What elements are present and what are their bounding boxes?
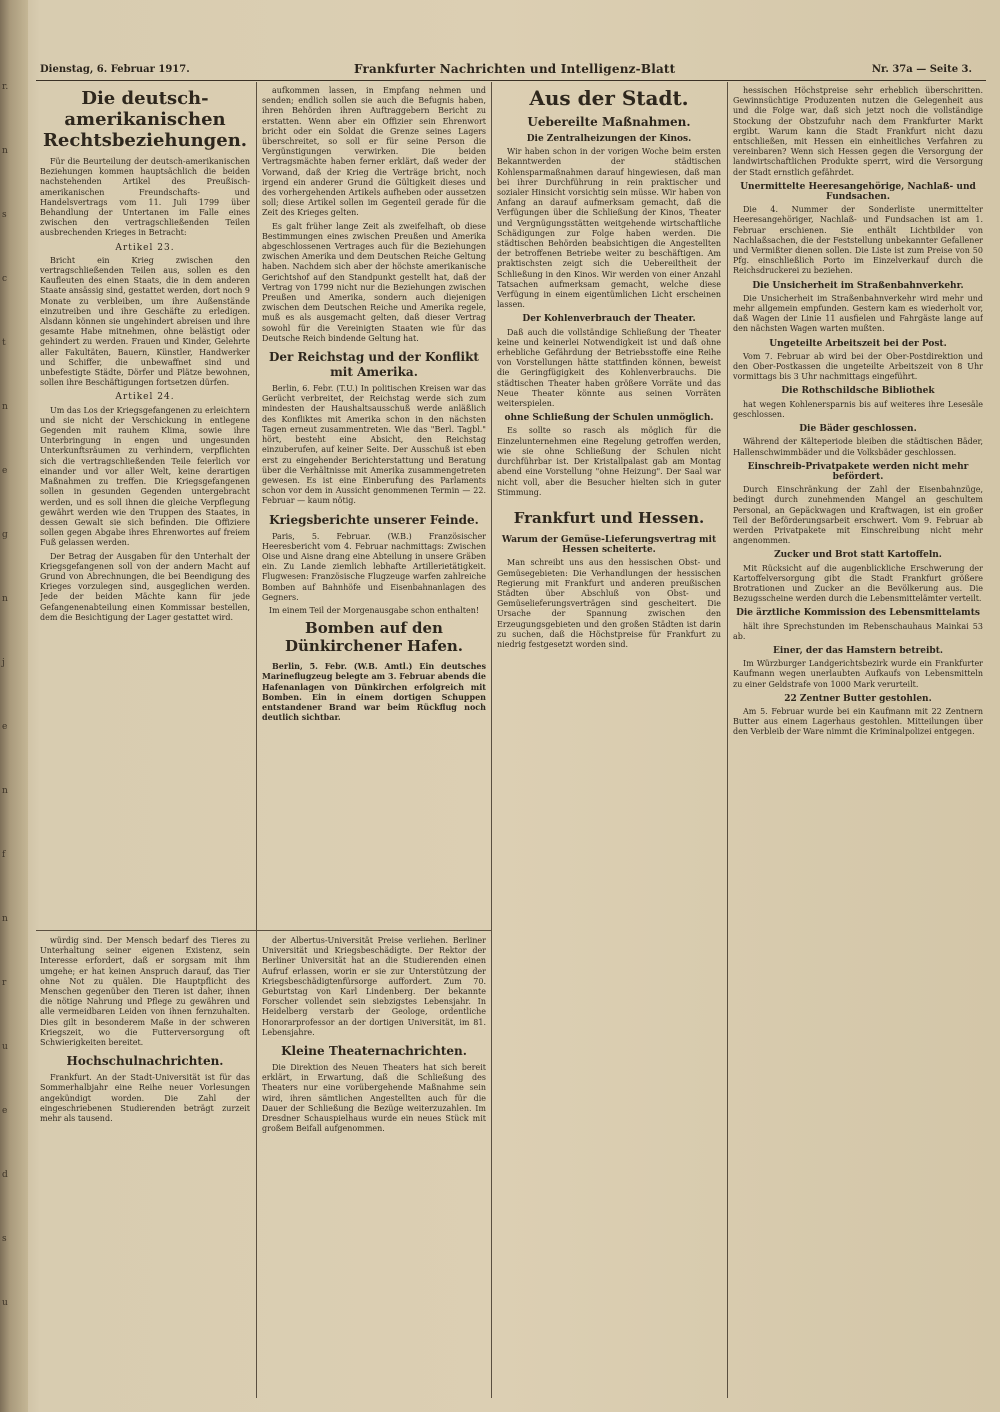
article-subheading: Unermittelte Heeresangehörige, Nachlaß- und Fundsachen. [740,181,976,203]
article-paragraph: Vom 7. Februar ab wird bei der Ober-Postdirektion und den Ober-Postkassen die ungeteilte Arbeitszeit von 8 Uhr vormittags bis 3 Uhr nachmittags eingeführt. [733,351,983,382]
section-rule [36,930,491,931]
header-paper-title: Frankfurter Nachrichten und Intelligenz-Blatt [354,62,676,76]
column-3 [497,86,721,1396]
article-subheading: ohne Schließung der Schulen unmöglich. [504,413,714,424]
article-paragraph: Paris, 5. Februar. (W.B.) Französischer Heeresbericht vom 4. Februar nachmittags: Zwischen Oise und Aisne drang eine Abteilung in unsere Gräben ein. Zu Lande ziemlich lebhafte Artillerietätigkeit. Flugwesen: Französische Flugzeuge warfen zahlreiche Bomben auf Bahnhöfe und Eisenbahnanlagen des Gegners. [262,531,486,602]
edge-letter: r. [2,82,9,92]
article-subheading: Einschreib-Privatpakete werden nicht mehr befördert. [747,461,969,482]
edge-letter: s [2,1234,7,1244]
edge-letter: d [2,1170,8,1180]
article-subheading: Die Bäder geschlossen. [799,424,917,435]
article-paragraph: Die Direktion des Neuen Theaters hat sich bereit erklärt, in Erwartung, daß die Schließung des Theaters nur eine vorübergehende Maßnahme sein wird, ihren sämtlichen Angestellten auch für die Dauer der Schließung die Bezüge weiterzuzahlen. Im Dresdner Schauspielhaus wurde ein neues Stück mit großem Beifall aufgenommen. [262,1063,486,1134]
article-paragraph: würdig sind. Der Mensch bedarf des Tieres zu Unterhaltung seiner eigenen Existenz, sein Interesse erfordert, daß er sorgsam mit ihm umgehe; er hat keinen Anspruch darauf, das Tier ohne Not zu quälen. Die Hauptpflicht des Menschen gegenüber den Tieren ist daher, ihnen die nötige Nahrung und Pflege zu gewähren und alle vermeidbaren Leiden von ihnen fernzuhalten. Dies gilt in besonderem Maße in der schweren Kriegszeit, wo die Futterversorgung oft Schwierigkeiten bereitet. [40,936,250,1048]
article-paragraph: hat wegen Kohlenersparnis bis auf weiteres ihre Lesesäle geschlossen. [733,399,983,419]
edition-note: Im einem Teil der Morgenausgabe schon enthalten! [268,605,480,615]
section-headline: Hochschulnachrichten. [66,1054,224,1069]
edge-letter: r [2,978,7,988]
section-headline: Frankfurt und Hessen. [513,508,705,527]
edge-letter: e [2,722,8,732]
article-paragraph: Wir haben schon in der vorigen Woche beim ersten Bekanntwerden der städtischen Kohlensparmaßnahmen darauf hingewiesen, daß man bei ihrer Durchführung in rein praktischer und sozialer Hinsicht vorsichtig sein müsse. Wir haben von Anfang an darauf aufmerksam gemacht, daß die Verfügungen über die Schließung der Kinos, Theater und Vergnügungsstätten weitgehende wirtschaftliche Schädigungen zur Folge haben werden. Die städtischen Behörden beabsichtigen die Angestellten der betroffenen Betriebe weiter zu beschäftigen. Am praktischsten zeigt sich die Uebereiltheit der Schließung in den Kinos. Wir werden von einer Anzahl Tatsachen aufmerksam gemacht, welche diese Verfügung in einem eigentümlichen Licht erscheinen lassen. [497,147,721,310]
edge-letter: s [2,210,7,220]
article-subheading: Der Kohlenverbrauch der Theater. [522,314,696,325]
edge-letter: n [2,594,8,604]
article-paragraph: Die 4. Nummer der Sonderliste unermittelter Heeresangehöriger, Nachlaß- und Fundsachen ist am 1. Februar erschienen. Sie enthält Lichtbilder von Nachlaßsachen, die der Feststellung unbekannter Gefallener und Vermißter dienen sollen. Die Liste ist zum Preise von 50 Pfg. einschließlich Porto im Einzelverkauf durch die Reichsdruckerei zu beziehen. [733,205,983,276]
article-subheading: Die ärztliche Kommission des Lebensmittelamts [736,608,980,619]
article-paragraph: Der Betrag der Ausgaben für den Unterhalt der Kriegsgefangenen soll von der andern Macht auf Grund von Abrechnungen, die bei Beendigung des Krieges vorzulegen sind, ausgeglichen werden. Jede der beiden Mächte kann für jede Gefangenenabteilung einen Kommissar bestellen, dem die Besichtigung der Lager gestattet wird. [40,551,250,622]
article-paragraph: Daß auch die vollständige Schließung der Theater keine und keinerlei Notwendigkeit ist und daß ohne erhebliche Gefährdung der Betriebsstoffe eine Reihe von Vorstellungen hätte stattfinden können, beweist die Geringfügigkeit des Kohlenverbrauchs. Die städtischen Theater haben größere Vorräte und das Neue Theater könnte aus seinen Vorräten weiterspielen. [497,327,721,409]
header-issue-number: Nr. 37a — Seite 3. [871,64,972,75]
edge-letter: n [2,402,8,412]
edge-letter: n [2,146,8,156]
article-headline: Der Reichstag und der Konflikt mit Amerika. [269,350,479,380]
article-subheading: Zucker und Brot statt Kartoffeln. [774,550,942,561]
article-headline: Die deutsch-amerikanischen Rechtsbeziehungen. [42,88,248,151]
article-paragraph: Mit Rücksicht auf die augenblickliche Erschwerung der Kartoffelversorgung gibt die Stadt Frankfurt größere Brotrationen und Zucker an die Bevölkerung aus. Die Bezugsscheine werden durch die Lebensmittelämter verteilt. [733,563,983,604]
edge-letter: t [2,338,6,348]
article-paragraph: Am 5. Februar wurde bei ein Kaufmann mit 22 Zentnern Butter aus einem Lagerhaus gestohlen. Mitteilungen über den Verbleib der Ware nimmt die Kriminalpolizei entgegen. [733,706,983,737]
column-rule [491,82,492,1398]
edge-letter: f [2,850,6,860]
section-headline: Aus der Stadt. [529,86,689,110]
article-subheading: Ungeteilte Arbeitszeit bei der Post. [769,338,947,349]
article-subheading: Einer, der das Hamstern betreibt. [773,645,943,656]
column-rule [256,82,257,1398]
edge-letter: n [2,914,8,924]
edge-letter: c [2,274,8,284]
article-paragraph: Während der Kälteperiode bleiben die städtischen Bäder, Hallenschwimmbäder und die Volksbäder geschlossen. [733,437,983,457]
article-subheading: Warum der Gemüse-Lieferungsvertrag mit Hessen scheiterte. [501,534,717,556]
previous-page-edge [0,80,26,1400]
column-rule [727,82,728,1398]
article-paragraph: Im Würzburger Landgerichtsbezirk wurde ein Frankfurter Kaufmann wegen unerlaubten Aufkaufs von Lebensmitteln zu einer Geldstrafe von 1000 Mark verurteilt. [733,659,983,689]
article-paragraph: Berlin, 5. Febr. (W.B. Amtl.) Ein deutsches Marineflugzeug belegte am 3. Februar abends die Hafenanlagen von Dünkirchen erfolgreich mit Bomben. Ein in einem dortigen Schuppen entstandener Brand war beim Rückflug noch deutlich sichtbar. [262,661,486,723]
header-date: Dienstag, 6. Februar 1917. [40,64,190,75]
article-subheading: Artikel 23. [115,242,175,253]
edge-letter: e [2,466,8,476]
article-subheading: Artikel 24. [115,392,175,403]
page-header [36,60,986,82]
column-2-lower [262,936,486,1396]
article-headline: Kriegsberichte unserer Feinde. [269,512,479,527]
article-paragraph: aufkommen lassen, in Empfang nehmen und senden; endlich sollen sie auch die Befugnis haben, ihren Behörden ihren Auftraggebern Bericht zu erstatten. Wenn aber ein Offizier sein Ehrenwort bricht oder ein Soldat die Grenze seines Lagers überschreitet, so soll er für seine Person die Vergünstigungen verwirken. Die beiden Vertragsmächte haben ferner erklärt, daß weder der Vorwand, daß der Krieg die Verträge bricht, noch irgend ein anderer Grund die Gültigkeit dieses und des vorhergehenden Artikels aufheben oder aussetzen soll; diese Artikel sollen im Gegenteil gerade für die Zeit des Krieges gelten. [262,86,486,218]
article-paragraph: Es sollte so rasch als möglich für die Einzelunternehmen eine Regelung getroffen werden, wie sie ohne Schließung der Schulen nicht durchführbar ist. Der Kristallpalast gab am Montag abend eine Vorstellung "ohne Heizung". Der Saal war nicht voll, aber die Besucher hielten sich in guter Stimmung. [497,426,721,497]
article-paragraph: Bricht ein Krieg zwischen den vertragschließenden Teilen aus, sollen es den Kaufleuten des einen Staats, die in dem anderen Staate ansässig sind, gestattet werden, dort noch 9 Monate zu verbleiben, um ihre Außenstände einzutreiben und ihre Geschäfte zu erledigen. Alsdann können sie ungehindert abreisen und ihre gesamte Habe mitnehmen, ohne belästigt oder gehindert zu werden. Frauen und Kinder, Gelehrte aller Fakultäten, Bauern, Künstler, Handwerker und Schiffer, die unbewaffnet sind und unbefestigte Städte, Dörfer und Plätze bewohnen, sollen ihre Beschäftigungen fortsetzen dürfen. [40,255,250,388]
article-paragraph: Die Unsicherheit im Straßenbahnverkehr wird mehr und mehr allgemein empfunden. Gestern kam es wiederholt vor, daß Wagen der Linie 11 ausfielen und Fahrgäste lange auf den nächsten Wagen warten mußten. [733,293,983,334]
edge-letter: u [2,1042,8,1052]
article-paragraph: Frankfurt. An der Stadt-Universität ist für das Sommerhalbjahr eine Reihe neuer Vorlesungen angekündigt worden. Die Zahl der eingeschriebenen Studierenden beträgt zurzeit mehr als tausend. [40,1073,250,1124]
article-subheading: Die Unsicherheit im Straßenbahnverkehr. [752,280,964,291]
article-subheading: Die Zentralheizungen der Kinos. [526,134,692,144]
column-2 [262,86,486,926]
article-paragraph: Um das Los der Kriegsgefangenen zu erleichtern und sie nicht der Verschickung in entlegene Gegenden mit rauhem Klima, sowie ihre Unterbringung in engen und ungesunden Unterkunftsräumen zu verhindern, verpflichten sich die vertragschließenden Teile feierlich vor einander und vor aller Welt, keine derartigen Maßnahmen zu treffen. Die Kriegsgefangenen sollen in gesunden Gegenden untergebracht werden, und es soll ihnen die gleiche Verpflegung gewährt werden wie den Truppen des Staates, in dessen Gewalt sie sich befinden. Die Offiziere sollen gegen Abgabe ihres Ehrenwortes auf freiem Fuß gelassen werden. [40,405,250,548]
column-4 [733,86,983,1396]
article-paragraph: Für die Beurteilung der deutsch-amerikanischen Beziehungen kommen hauptsächlich die beiden nachstehenden Artikel des Preußisch-amerikanischen Freundschafts- und Handelsvertrags vom 11. Juli 1799 über Behandlung der Untertanen im Falle eines zwischen den vertragschließenden Teilen ausbrechenden Krieges in Betracht: [40,157,250,238]
article-paragraph: Berlin, 6. Febr. (T.U.) In politischen Kreisen war das Gerücht verbreitet, der Reichstag werde sich zum mindesten der Haushaltsausschuß werde anläßlich des Konfliktes mit Amerika schon in den nächsten Tagen erneut zusammentreten. Wie das "Berl. Tagbl." hört, besteht eine Absicht, den Reichstag einzuberufen, auf keiner Seite. Der Ausschuß ist eben erst zu eingehender Berichterstattung und Beratung über die Verhältnisse mit Amerika zusammengetreten gewesen. Es ist eine Einberufung des Parlaments schon vor dem in Aussicht genommenen Termin — 22. Februar — kaum nötig. [262,384,486,506]
edge-letter: g [2,530,8,540]
edge-letter: n [2,786,8,796]
article-headline: Uebereilte Maßnahmen. [527,115,691,129]
edge-letter: j [2,658,5,668]
article-paragraph: Man schreibt uns aus den hessischen Obst- und Gemüsegebieten: Die Verhandlungen der hessischen Regierung mit Frankfurt und anderen preußischen Städten über Abschluß von Obst- und Gemüselieferungsverträgen sind gescheitert. Die Ursache der Spannung zwischen den Erzeugungsgebieten und den großen Städten ist darin zu suchen, daß die Höchstpreise für Frankfurt zu niedrig festgesetzt worden sind. [497,558,721,649]
column-1-lower [40,936,250,1396]
edge-letter: e [2,1106,8,1116]
section-headline: Kleine Theaternachrichten. [281,1044,467,1059]
edge-letter: u [2,1298,8,1308]
column-1 [40,86,250,926]
article-paragraph: Durch Einschränkung der Zahl der Eisenbahnzüge, bedingt durch zunehmenden Mangel an geschultem Personal, an Gepäckwagen und Kraftwagen, ist ein großer Teil der Beförderungsarbeit erschwert. Vom 9. Februar ab werden Privatpakete mit Einschreibung nicht mehr angenommen. [733,485,983,546]
article-headline: Bomben auf den Dünkirchener Hafen. [285,619,463,656]
article-paragraph: Es galt früher lange Zeit als zweifelhaft, ob diese Bestimmungen eines zwischen Preußen und Amerika abgeschlossenen Vertrages auch für die Beziehungen zwischen Amerika und dem Deutschen Reiche Geltung haben. Nachdem sich aber der höchste amerikanische Gerichtshof auf den Standpunkt gestellt hat, daß der Vertrag von 1799 nicht nur die Beziehungen zwischen Preußen und Amerika, sondern auch diejenigen zwischen dem Deutschen Reiche und Amerika regele, muß es als ausgemacht gelten, daß dieser Vertrag sowohl für die Vereinigten Staaten wie für das Deutsche Reich bindende Geltung hat. [262,221,486,343]
article-subheading: 22 Zentner Butter gestohlen. [784,693,932,704]
header-rule [36,80,986,81]
article-paragraph: der Albertus-Universität Preise verliehen. Berliner Universität und Kriegsbeschädigte. Der Rektor der Berliner Universität hat an die Studierenden einen Aufruf erlassen, worin er sie zur Unterstützung der Kriegsbeschädigtenfürsorge auffordert. Zum 70. Geburtstag von Karl Lindenberg. Der bekannte Forscher vollendet sein siebzigstes Lebensjahr. In Heidelberg verstarb der Geologe, ordentliche Honorarprofessor an der dortigen Universität, im 81. Lebensjahre. [262,936,486,1037]
article-paragraph: hessischen Höchstpreise sehr erheblich überschritten. Gewinnsüchtige Produzenten nutzen die Gelegenheit aus und die Folge war, daß sich jetzt noch die vollständige Stockung der Obstzufuhr nach dem Frankfurter Markt ergibt. Warum kann die Stadt Frankfurt nicht dazu entschließen, mit Hessen ein einheitliches Verfahren zu vereinbaren? Wenn sich Hessen gegen die Versorgung der landwirtschaftlichen Produkte sperrt, wird die Versorgung der Stadt ernstlich gefährdet. [733,86,983,177]
article-paragraph: hält ihre Sprechstunden im Rebenschauhaus Mainkai 53 ab. [733,621,983,641]
article-subheading: Die Rothschildsche Bibliothek [781,386,935,397]
